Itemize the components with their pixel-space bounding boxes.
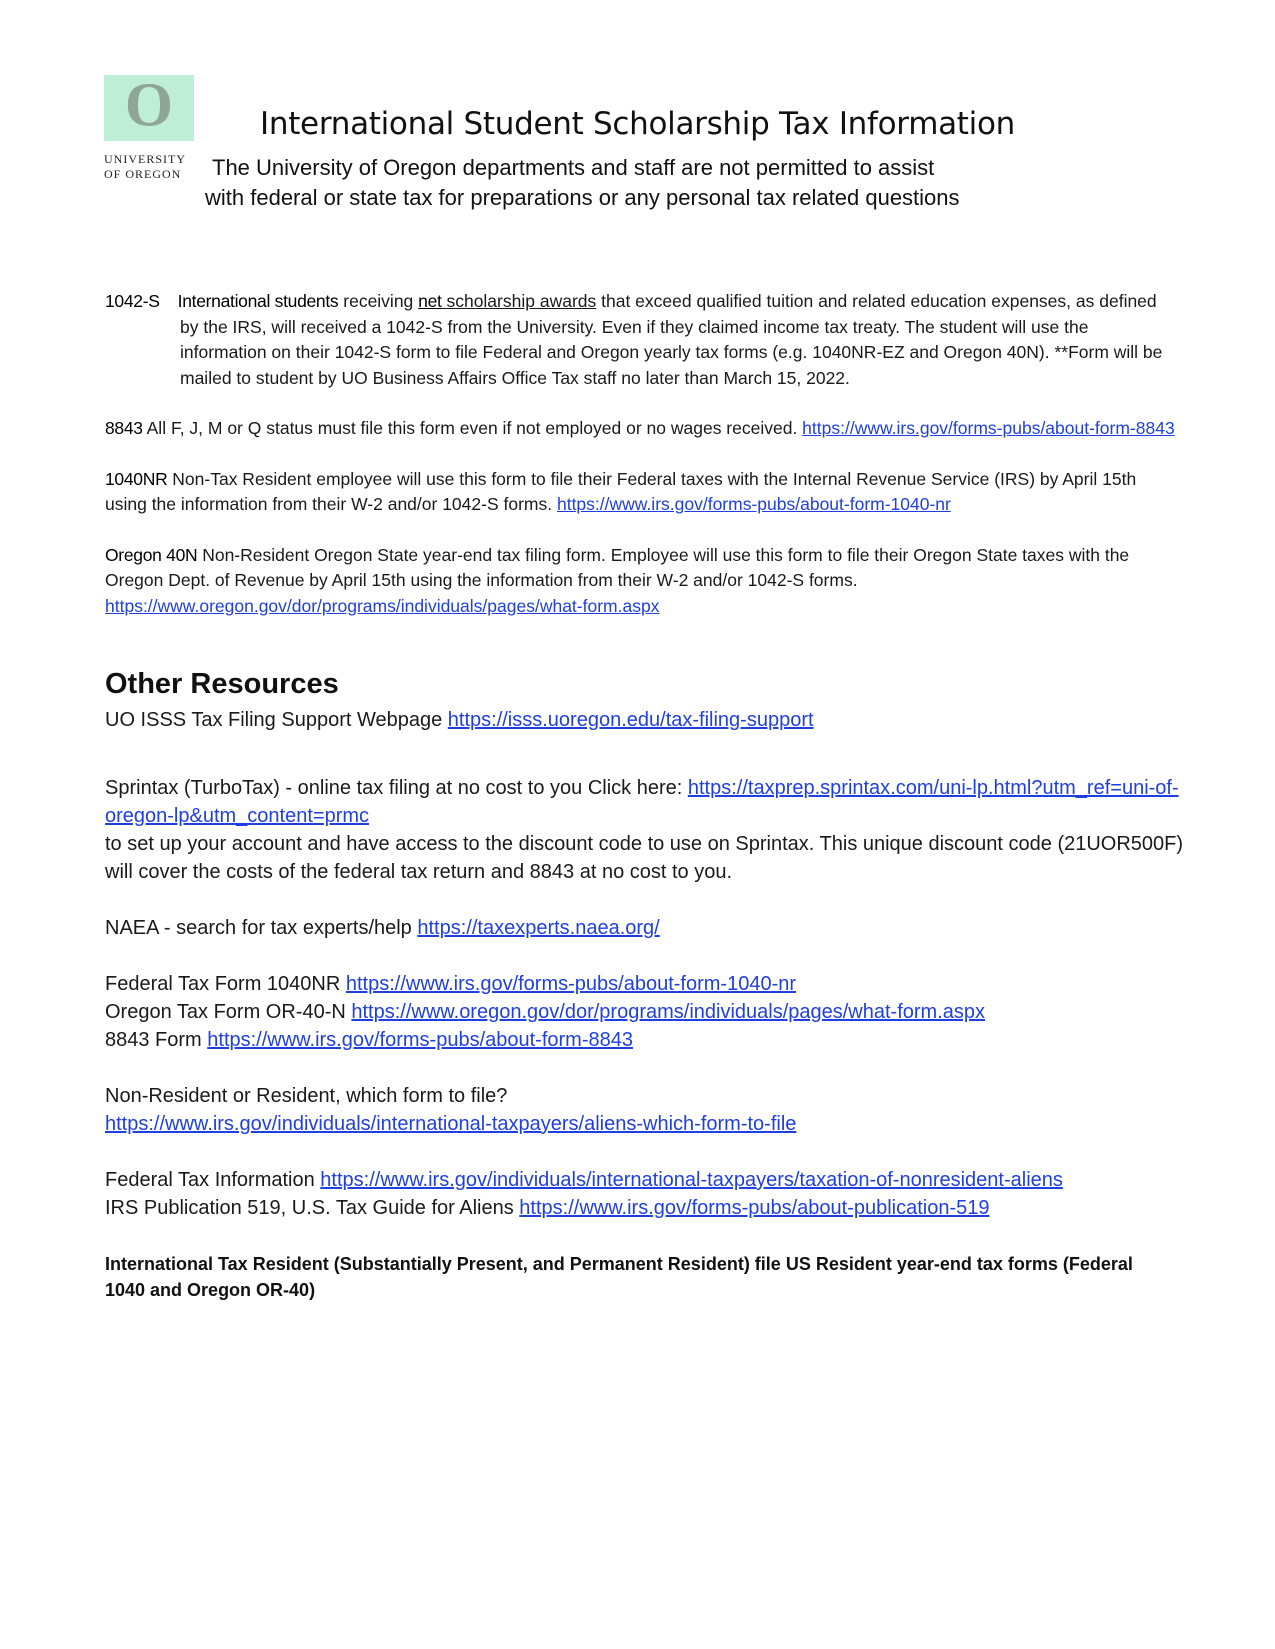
form-1042s-text2: that exceed qualified tuition and related education expenses, as defined by the IRS, will received a 1042-S from the University. Even if they claimed income tax treaty. The student will use the information on their 1042-S form to file Federal and Oregon yearly tax forms (e.g. 1040NR-EZ and Oregon 40N). **Form will be mailed to student by UO Business Affairs Office Tax staff no later than March 15, 2022.: [180, 291, 1163, 388]
logo-letter: O: [124, 71, 174, 140]
resource-fed-info: [105, 1166, 1195, 1194]
resource-pub519-link[interactable]: https://www.irs.gov/forms-pubs/about-publication-519: [519, 1197, 990, 1219]
form-40n-text: Non-Resident Oregon State year-end tax filing form. Employee will use this form to file their Oregon State taxes with the Oregon Dept. of Revenue by April 15th using the information from their W-2 and/or 1042-S forms.: [105, 544, 1130, 590]
resource-sprintax-link[interactable]: https://taxprep.sprintax.com/uni-lp.html?utm_ref=uni-of-oregon-lp&utm_content=prmc: [105, 777, 1179, 827]
resource-fed-form-link[interactable]: https://www.irs.gov/forms-pubs/about-form-1040-nr: [345, 973, 797, 995]
resource-fed-info-link[interactable]: https://www.irs.gov/individuals/international-taxpayers/taxation-of-nonresident-aliens: [320, 1169, 1063, 1191]
university-logo: [104, 71, 194, 182]
form-8843-text: All F, J, M or Q status must file this form even if not employed or no wages received.: [142, 418, 803, 438]
tax-resident-note: International Tax Resident (Substantially Present, and Permanent Resident) file US Resident year-end tax forms (Federal 1040 and Oregon OR-40): [105, 1254, 1133, 1300]
resource-pub519-label: IRS Publication 519, U.S. Tax Guide for Aliens: [105, 1197, 520, 1219]
form-1042s-code: 1042-S: [105, 291, 160, 311]
subtitle-line-1: The University of Oregon departments and staff are not permitted to assist: [212, 155, 935, 180]
resource-pub519: [105, 1194, 1195, 1222]
form-1040nr-text: Non-Tax Resident employee will use this form to file their Federal taxes with the Internal Revenue Service (IRS) by April 15th using the information from their W-2 and/or 1042-S forms.: [105, 468, 1137, 514]
page-subtitle: [205, 153, 1025, 213]
resource-fed-form-label: Federal Tax Form 1040NR: [105, 973, 346, 995]
form-40n-link[interactable]: https://www.oregon.gov/dor/programs/individuals/pages/what-form.aspx: [105, 595, 660, 616]
resource-sprintax-label: Sprintax (TurboTax) - online tax filing at no cost to you Click here:: [105, 777, 688, 799]
logo-mark: [104, 71, 194, 141]
other-resources-list: [105, 706, 1195, 1222]
form-1042s-lead: International students: [177, 291, 339, 311]
logo-text-line2: OF OREGON: [104, 167, 182, 181]
resource-or-form: [105, 998, 1195, 1026]
logo-text-line1: UNIVERSITY: [104, 152, 186, 166]
resource-isss: [105, 706, 1195, 734]
resource-fed-form: [105, 970, 1195, 998]
resource-which-form-label: Non-Resident or Resident, which form to file?: [105, 1085, 508, 1107]
resource-8843-form-label: 8843 Form: [105, 1029, 208, 1051]
resource-8843-form: [105, 1026, 1195, 1054]
resource-isss-label: UO ISSS Tax Filing Support Webpage: [105, 709, 448, 731]
form-1042s-net: net: [418, 291, 442, 311]
form-8843-code: 8843: [105, 418, 143, 438]
form-8843-paragraph: [105, 416, 1175, 442]
form-1042s-paragraph: [105, 289, 1175, 391]
resource-8843-form-link[interactable]: https://www.irs.gov/forms-pubs/about-form-8843: [207, 1029, 633, 1051]
resource-which-form: [105, 1082, 1195, 1138]
forms-section: [105, 289, 1175, 619]
resource-or-form-link[interactable]: https://www.oregon.gov/dor/programs/individuals/pages/what-form.aspx: [351, 1001, 986, 1023]
resource-isss-link[interactable]: https://isss.uoregon.edu/tax-filing-support: [447, 709, 814, 731]
page-title: International Student Scholarship Tax Information: [260, 106, 1015, 142]
form-1042s-text1: receiving: [338, 291, 419, 311]
form-40n-code: Oregon 40N: [105, 544, 198, 565]
resource-fed-info-label: Federal Tax Information: [105, 1169, 321, 1191]
form-8843-link[interactable]: https://www.irs.gov/forms-pubs/about-form-8843: [802, 418, 1175, 438]
form-40n-paragraph: [105, 543, 1175, 620]
resource-sprintax-note: to set up your account and have access to the discount code to use on Sprintax. This unique discount code (21UOR500F) will cover the costs of the federal tax return and 8843 at no cost to you.: [105, 833, 1184, 883]
resource-naea: [105, 914, 1195, 942]
form-1040nr-paragraph: [105, 467, 1175, 518]
other-resources-heading: Other Resources: [105, 668, 339, 700]
form-1040nr-code: 1040NR: [105, 468, 168, 489]
form-1042s-awards: scholarship awards: [441, 291, 597, 311]
resource-naea-label: NAEA - search for tax experts/help: [105, 917, 418, 939]
subtitle-line-2: with federal or state tax for preparations or any personal tax related questions: [205, 185, 960, 210]
resource-or-form-label: Oregon Tax Form OR-40-N: [105, 1001, 352, 1023]
resource-sprintax: [105, 774, 1195, 886]
resource-which-form-link[interactable]: https://www.irs.gov/individuals/international-taxpayers/aliens-which-form-to-file: [105, 1113, 797, 1135]
logo-wordmark: [104, 152, 194, 182]
resource-naea-link[interactable]: https://taxexperts.naea.org/: [417, 917, 660, 939]
form-1040nr-link[interactable]: https://www.irs.gov/forms-pubs/about-form-1040-nr: [556, 494, 951, 514]
